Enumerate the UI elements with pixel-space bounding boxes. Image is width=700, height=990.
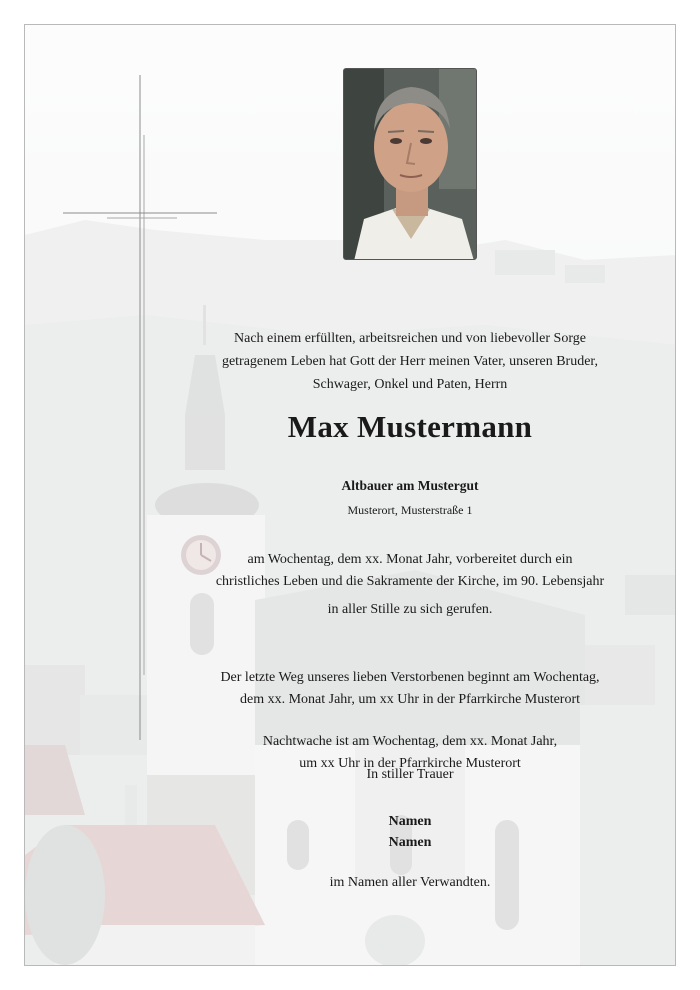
portrait-photo bbox=[343, 68, 477, 260]
intro-line: getragenem Leben hat Gott der Herr meinen Vater, unseren Bruder, bbox=[221, 354, 599, 369]
vigil-line: um xx Uhr in der Pfarrkirche Musterort bbox=[299, 756, 521, 771]
mourner-name: Namen bbox=[388, 814, 432, 829]
mourners-names bbox=[175, 811, 645, 853]
intro-line: Nach einem erfüllten, arbeitsreichen und von liebevoller Sorge bbox=[234, 331, 586, 346]
funeral-text bbox=[175, 667, 645, 711]
passing-text bbox=[175, 549, 645, 593]
deceased-name: Max Mustermann bbox=[287, 409, 533, 444]
funeral-line: dem xx. Monat Jahr, um xx Uhr in der Pfarrkirche Musterort bbox=[239, 692, 581, 707]
vigil-line: Nachtwache ist am Wochentag, dem xx. Monat Jahr, bbox=[262, 734, 558, 749]
passing-line: christliches Leben und die Sakramente der Kirche, im 90. Lebensjahr bbox=[215, 574, 605, 589]
funeral-line: Der letzte Weg unseres lieben Verstorbenen beginnt am Wochentag, bbox=[220, 670, 600, 685]
obituary-card bbox=[24, 24, 676, 966]
deceased-address: Musterort, Musterstraße 1 bbox=[347, 503, 473, 517]
mourner-name: Namen bbox=[388, 835, 432, 850]
called-home-text: in aller Stille zu sich gerufen. bbox=[327, 602, 493, 617]
mourning-text: In stiller Trauer bbox=[366, 767, 454, 782]
intro-text bbox=[175, 327, 645, 396]
passing-line: am Wochentag, dem xx. Monat Jahr, vorbereitet durch ein bbox=[247, 552, 573, 567]
relatives-text: im Namen aller Verwandten. bbox=[329, 875, 491, 890]
deceased-title: Altbauer am Mustergut bbox=[341, 478, 479, 493]
intro-line: Schwager, Onkel und Paten, Herrn bbox=[312, 377, 508, 392]
